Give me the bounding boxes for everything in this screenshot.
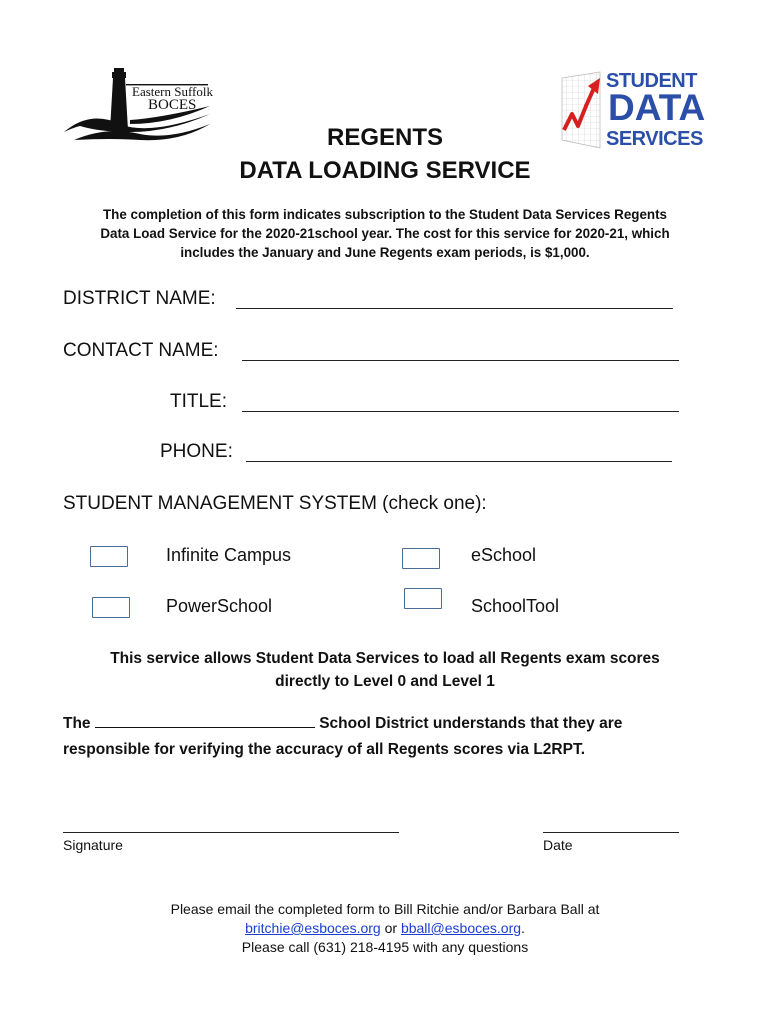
eschool-label: eSchool xyxy=(471,545,537,565)
footer-line1: Please email the completed form to Bill Ritchie and/or Barbara Ball at xyxy=(170,901,600,917)
contact-name-label: CONTACT NAME: xyxy=(63,340,219,361)
footer-or: or xyxy=(380,920,401,936)
school-district-blank[interactable] xyxy=(95,713,315,728)
footer-period: . xyxy=(521,920,525,936)
responsibility-line2: responsible for verifying the accuracy of all Regents scores via L2RPT. xyxy=(63,741,586,758)
footer xyxy=(0,900,770,957)
intro-line3: includes the January and June Regents exam periods, is $1,000. xyxy=(180,245,590,260)
phone-label: PHONE: xyxy=(160,441,233,462)
date-line[interactable] xyxy=(543,832,679,833)
intro-paragraph xyxy=(55,205,715,262)
logo-text-line2: BOCES xyxy=(148,97,197,113)
title-label: TITLE: xyxy=(170,391,228,412)
page-title-line1: REGENTS xyxy=(326,124,443,151)
district-name-label: DISTRICT NAME: xyxy=(63,288,216,309)
signature-label: Signature xyxy=(63,837,123,853)
page-title-line2: DATA LOADING SERVICE xyxy=(239,157,531,184)
schooltool-checkbox[interactable] xyxy=(404,588,442,609)
eschool-checkbox[interactable] xyxy=(402,548,440,569)
powerschool-checkbox[interactable] xyxy=(92,597,130,618)
infinite-campus-label: Infinite Campus xyxy=(166,545,292,565)
contact-name-field[interactable] xyxy=(242,360,679,361)
footer-line3: Please call (631) 218-4195 with any questions xyxy=(241,939,529,955)
service-note-line1: This service allows Student Data Services to load all Regents exam scores xyxy=(110,650,660,667)
service-note xyxy=(40,647,730,693)
logo-word-services: SERVICES xyxy=(606,128,703,150)
footer-line2 xyxy=(0,919,770,938)
logo-word-student: STUDENT xyxy=(606,70,697,92)
phone-field[interactable] xyxy=(246,461,672,462)
schooltool-label: SchoolTool xyxy=(471,596,560,616)
email-link-bball[interactable]: bball@esboces.org xyxy=(400,920,522,936)
district-name-field[interactable] xyxy=(236,308,673,309)
sms-heading: STUDENT MANAGEMENT SYSTEM (check one): xyxy=(63,493,487,514)
service-note-line2: directly to Level 0 and Level 1 xyxy=(275,673,495,690)
responsibility-statement xyxy=(63,711,723,763)
logo-text-line1: Eastern Suffolk xyxy=(132,84,213,99)
intro-line2: Data Load Service for the 2020-21school year. The cost for this service for 2020-21, which xyxy=(100,226,670,241)
logo-word-data: DATA xyxy=(608,87,706,128)
infinite-campus-checkbox[interactable] xyxy=(90,546,128,567)
responsibility-prefix: The xyxy=(63,715,91,732)
date-label: Date xyxy=(543,837,573,853)
responsibility-suffix: School District understands that they are xyxy=(319,715,623,732)
intro-line1: The completion of this form indicates subscription to the Student Data Services Regents xyxy=(103,207,667,222)
email-link-britchie[interactable]: britchie@esboces.org xyxy=(245,920,381,936)
powerschool-label: PowerSchool xyxy=(166,596,273,616)
title-field[interactable] xyxy=(242,411,679,412)
signature-line[interactable] xyxy=(63,832,399,833)
